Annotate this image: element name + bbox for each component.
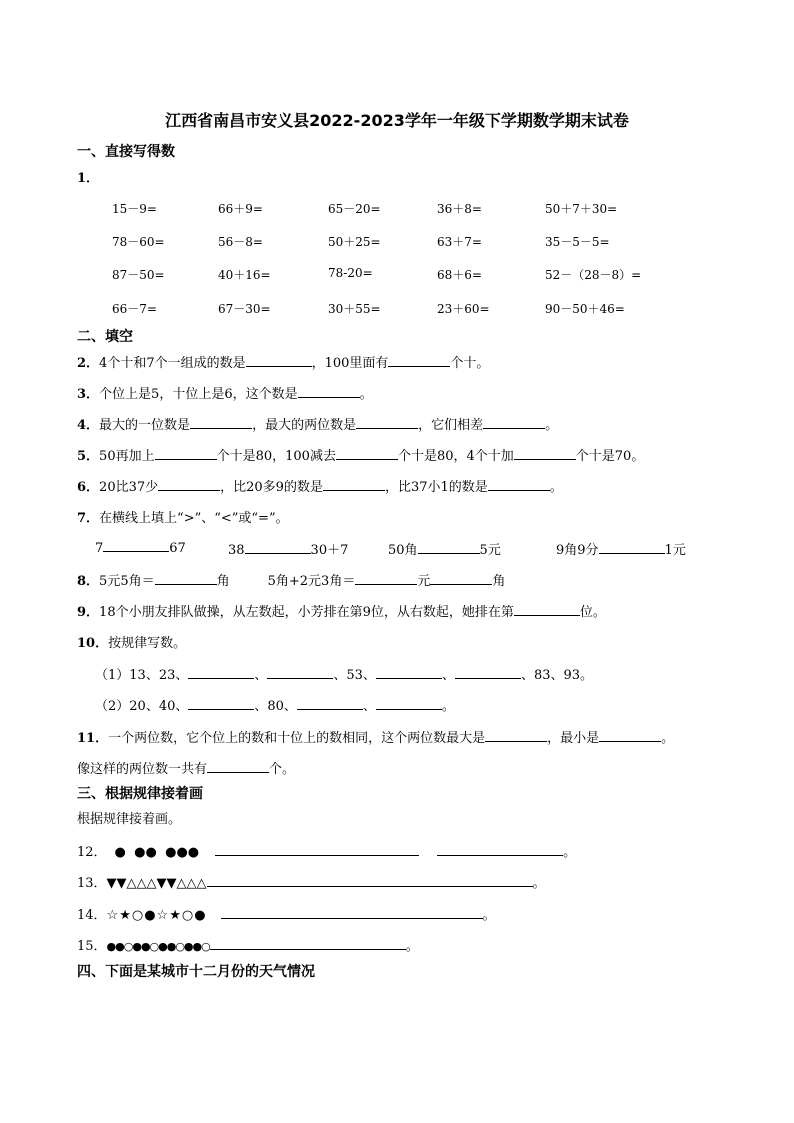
question-number-1: 1． [77,171,100,186]
answer-blank[interactable] [376,666,442,679]
question-text: ，比37小1的数是 [384,480,488,495]
question-7 [77,507,289,526]
calc-item: 50＋25= [328,235,381,249]
question-text: 。 [405,939,419,954]
calc-item: 87－50= [112,268,165,282]
answer-blank[interactable] [297,697,363,710]
compare-item [556,539,686,558]
question-text: 角 [216,574,230,589]
answer-blank[interactable] [437,843,563,856]
answer-blank[interactable] [599,729,661,742]
question-10-part-1 [95,664,593,683]
answer-blank[interactable] [355,572,417,585]
pattern-shapes: ▼▼△△△▼▼△△△ [106,876,207,891]
question-5 [77,445,644,464]
question-text: 、80、 [254,699,297,714]
question-text: 位。 [579,605,606,620]
question-text: 、 [362,699,376,714]
question-text: 一个两位数，它个位上的数和十位上的数相同，这个两位数最大是 [108,731,486,746]
question-6 [77,476,563,495]
question-15 [77,935,419,954]
question-text: 像这样的两位数一共有 [77,762,208,777]
question-text: ，比20多9的数是 [220,480,323,495]
compare-right: 67 [169,541,186,556]
answer-blank[interactable] [356,416,418,429]
question-number: 9． [77,605,100,620]
question-number: 10． [77,636,109,651]
calc-item: 40＋16= [218,268,271,282]
question-text: 个。 [269,762,296,777]
question-text: 。 [532,876,546,891]
calc-item: 50＋7＋30= [545,202,618,216]
question-text: 。 [482,908,496,923]
section-heading-1: 一、直接写得数 [77,144,175,160]
question-number: 4． [77,418,100,433]
calc-item: 90－50＋46= [545,302,625,316]
calc-item: 52－（28－8）= [545,268,642,282]
compare-left: 9角9分 [556,543,599,558]
answer-blank[interactable] [210,937,406,950]
section-heading-4: 四、下面是某城市十二月份的天气情况 [77,964,315,980]
page-title: 江西省南昌市安义县2022-2023学年一年级下学期数学期末试卷 [165,111,629,130]
answer-blank[interactable] [155,447,217,460]
calc-item: 68＋6= [437,268,482,282]
question-9 [77,601,606,620]
answer-blank[interactable] [188,666,254,679]
question-text: 。 [661,731,675,746]
answer-blank[interactable] [245,541,311,554]
question-text: 。 [545,418,559,433]
answer-blank[interactable] [190,416,252,429]
question-text: ，最小是 [547,731,600,746]
compare-item [228,539,348,558]
question-2 [77,352,489,371]
answer-blank[interactable] [485,729,547,742]
answer-blank[interactable] [488,478,550,491]
question-number: 13． [77,876,107,891]
question-number: 3． [77,387,100,402]
question-4 [77,414,558,433]
question-text: 18个小朋友排队做操，从左数起，小芳排在第9位，从右数起，她排在第 [99,605,514,620]
question-8 [77,570,505,589]
question-number: 6． [77,480,100,495]
question-text: ，最大的两位数是 [252,418,357,433]
question-text: 、 [254,668,268,683]
answer-blank[interactable] [298,385,360,398]
answer-blank[interactable] [323,478,385,491]
calc-item: 35－5－5= [545,235,610,249]
answer-blank[interactable] [376,697,442,710]
calc-item: 36＋8= [437,202,482,216]
answer-blank[interactable] [418,541,480,554]
question-text: 4个十和7个一组成的数是 [99,356,246,371]
calc-item: 67－30= [218,302,271,316]
question-text: 个十。 [450,356,490,371]
question-text: 5元5角＝ [99,574,155,589]
question-11-line-2 [77,758,295,777]
calc-item: 23＋60= [437,302,490,316]
compare-left: 38 [228,543,245,558]
question-text: 、 [441,668,455,683]
question-text: 按规律写数。 [108,636,187,651]
compare-item [95,539,186,556]
answer-blank[interactable] [483,416,545,429]
question-number: 15． [77,939,107,954]
question-14 [77,904,496,923]
question-number: 5． [77,449,100,464]
question-number: 12． [77,845,107,860]
question-text: ，它们相差 [418,418,484,433]
question-text: 、53、 [333,668,376,683]
question-text: 5角+2元3角＝ [267,574,356,589]
answer-blank[interactable] [221,906,483,919]
question-number: 14． [77,908,107,923]
answer-blank[interactable] [514,447,576,460]
question-text: （1）13、23、 [95,668,189,683]
question-13 [77,872,546,891]
answer-blank[interactable] [103,539,169,552]
question-3 [77,383,373,402]
section-heading-2: 二、填空 [77,329,133,345]
answer-blank[interactable] [455,666,521,679]
calc-item: 65－20= [328,202,381,216]
answer-blank[interactable] [267,666,333,679]
compare-left: 7 [95,541,104,556]
calc-item: 30＋55= [328,302,381,316]
question-text: 在横线上填上“>”、“<”或“=”。 [99,511,289,526]
question-text: 元 [417,574,431,589]
question-number: 8． [77,574,100,589]
question-text: 。 [359,387,373,402]
question-text: 。 [549,480,563,495]
compare-right: 5元 [479,543,501,558]
question-text: 角 [492,574,506,589]
question-text: 20比37少 [99,480,159,495]
section-intro: 根据规律接着画。 [77,812,182,827]
answer-blank[interactable] [207,874,533,887]
question-text: 个十是80，4个十加 [397,449,514,464]
calc-item: 56－8= [218,235,263,249]
question-text: 个十是70。 [575,449,645,464]
calc-item: 63＋7= [437,235,482,249]
answer-blank[interactable] [215,843,419,856]
pattern-shapes: ☆★○●☆★○● [106,908,207,923]
answer-blank[interactable] [336,447,398,460]
compare-right: 1元 [664,543,686,558]
question-number: 2． [77,356,100,371]
compare-left: 50角 [388,543,418,558]
answer-blank[interactable] [388,354,450,367]
question-text: 50再加上 [99,449,155,464]
question-11 [77,727,674,746]
calc-item: 15－9= [112,202,157,216]
question-text: 、83、93。 [520,668,594,683]
calc-item: 78－60= [112,235,165,249]
answer-blank[interactable] [430,572,492,585]
question-text: （2）20、40、 [95,699,189,714]
question-text: 个位上是5，十位上是6，这个数是 [99,387,298,402]
question-10-part-2 [95,695,455,714]
answer-blank[interactable] [246,354,312,367]
question-text: ，100里面有 [311,356,389,371]
question-text: 个十是80，100减去 [216,449,336,464]
answer-blank[interactable] [188,697,254,710]
answer-blank[interactable] [155,572,217,585]
compare-right: 30＋7 [310,543,349,558]
question-text: 。 [563,845,577,860]
section-heading-3: 三、根据规律接着画 [77,786,203,802]
answer-blank[interactable] [599,541,665,554]
question-number: 11． [77,731,109,746]
calc-item: 66＋9= [218,202,263,216]
calc-item: 66－7= [112,302,157,316]
answer-blank[interactable] [207,760,269,773]
pattern-shapes: ●●○●●○●●○●●○ [106,940,210,953]
question-text: 。 [441,699,455,714]
pattern-shapes: ● ●● ●●● [114,845,200,860]
answer-blank[interactable] [514,603,580,616]
question-number: 7． [77,511,100,526]
question-10 [77,632,186,651]
question-text: 最大的一位数是 [99,418,191,433]
answer-blank[interactable] [158,478,220,491]
calc-item: 78-20= [328,266,373,280]
question-12 [77,841,576,860]
compare-item [388,539,501,558]
